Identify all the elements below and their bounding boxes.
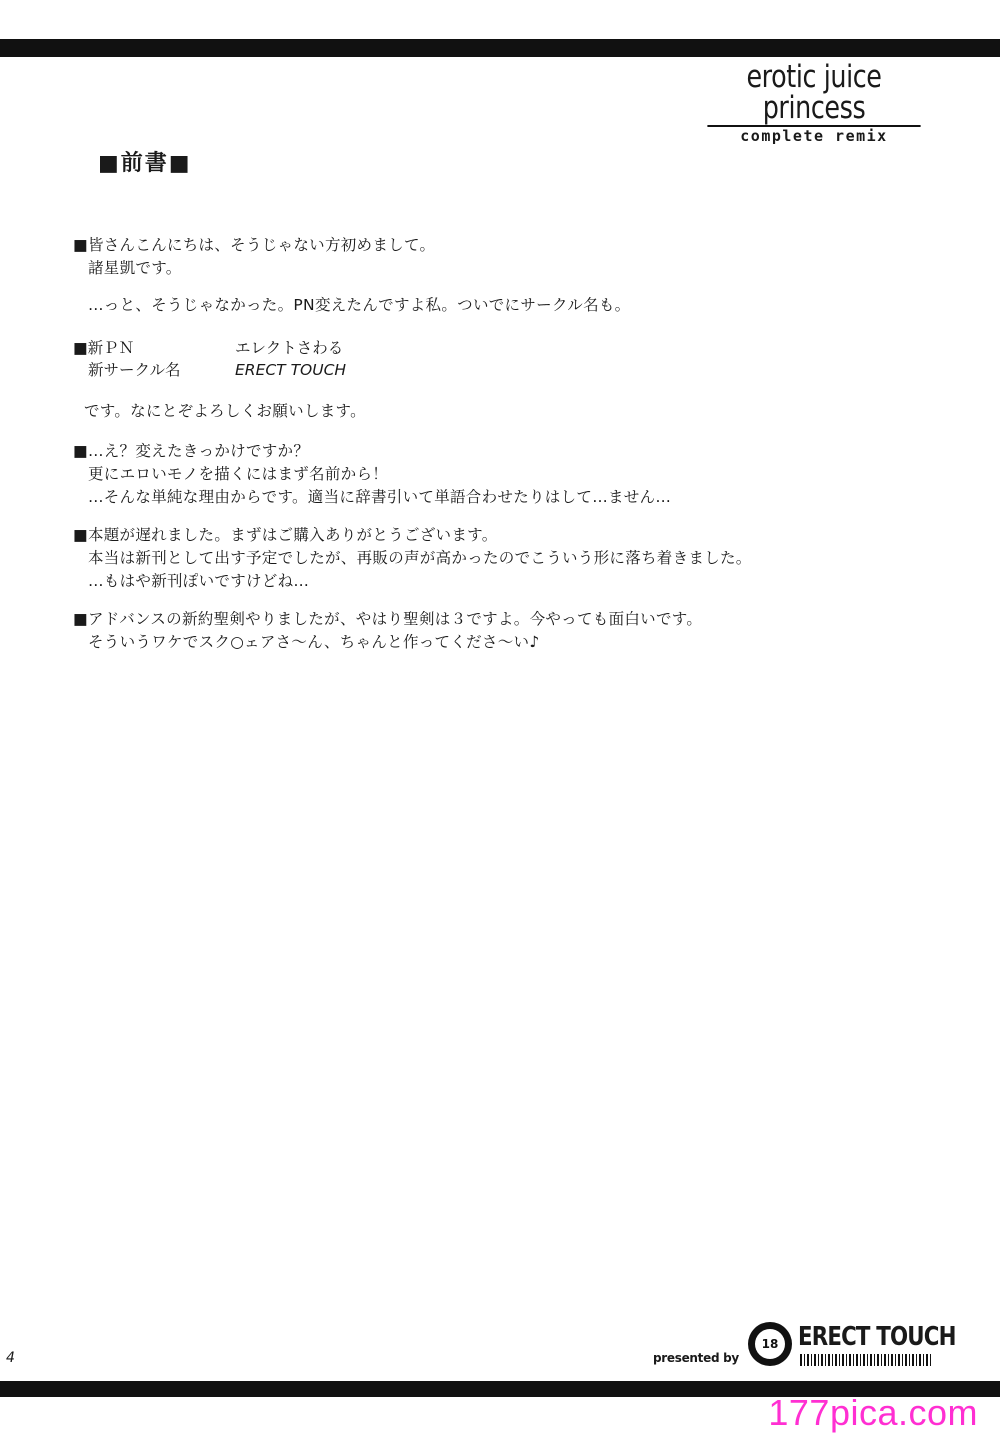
seiken-line-1: ■ アドバンスの新約聖剣やりましたが、やはり聖剣は３ですよ。今やっても面白いです。	[73, 608, 702, 631]
page-number: 4	[6, 1350, 15, 1366]
new-pn-row	[73, 336, 343, 358]
paragraph-seiken	[73, 608, 702, 654]
presented-by-label: presented by	[653, 1351, 739, 1365]
brand-title: erotic juice princess	[707, 62, 920, 127]
regards-line: です。なにとぞよろしくお願いします。	[84, 402, 366, 420]
paragraph-greeting	[73, 234, 435, 280]
seiken-line-2: そういうワケでスク○ェアさ～ん、ちゃんと作ってくださ～い♪	[88, 633, 540, 651]
brand-header	[684, 59, 944, 145]
new-circle-row	[73, 358, 346, 380]
site-watermark: 177pica.com	[768, 1392, 978, 1433]
logo-text: ERECT TOUCH	[798, 1322, 956, 1352]
thanks-line-3: …もはや新刊ぽいですけどね…	[88, 572, 310, 590]
paragraph-regards	[73, 400, 366, 423]
new-pn-label: ■ 新ＰＮ	[73, 336, 235, 358]
top-border-bar	[0, 39, 1000, 57]
reason-line-3: …そんな単純な理由からです。適当に辞書引いて単語合わせたりはして…ません…	[88, 488, 672, 506]
new-pn-value: エレクトさわる	[235, 339, 344, 357]
paragraph-pn-change	[73, 294, 630, 317]
paragraph-thanks	[73, 524, 752, 593]
greeting-line-2: 諸星凱です。	[88, 259, 182, 277]
badge-number: 18	[755, 1329, 785, 1359]
brand-subtitle: complete remix	[740, 127, 888, 145]
age-18-badge-icon	[748, 1322, 792, 1366]
thanks-line-2: 本当は新刊として出す予定でしたが、再販の声が高かったのでこういう形に落ち着きました。	[88, 549, 752, 567]
reason-line-1: ■ …え？変えたきっかけですか？	[73, 440, 671, 463]
paragraph-reason	[73, 440, 671, 509]
barcode-icon	[800, 1354, 932, 1366]
pn-change-line: …っと、そうじゃなかった。PN変えたんですよ私。ついでにサークル名も。	[88, 296, 631, 314]
erect-touch-logo	[748, 1320, 956, 1370]
reason-line-2: 更にエロいモノを描くにはまず名前から！	[88, 465, 389, 483]
thanks-line-1: ■ 本題が遅れました。まずはご購入ありがとうございます。	[73, 524, 752, 547]
new-circle-label: 新サークル名	[88, 361, 181, 379]
section-heading: ■前書■	[98, 151, 192, 176]
greeting-line-1: ■ 皆さんこんにちは、そうじゃない方初めまして。	[73, 234, 435, 257]
new-circle-value: ERECT TOUCH	[235, 361, 347, 379]
